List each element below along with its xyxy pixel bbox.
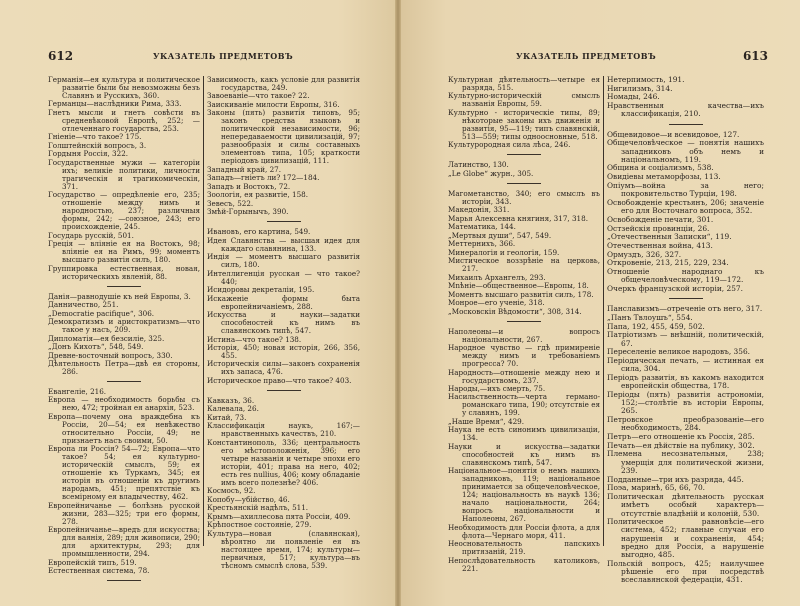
index-entry: Европейничанье — болѣзнь русской жизни, 283—325; три его формы, 278. [48, 500, 200, 526]
index-entry: Законы (пять) развитія типовъ, 95; законъ средства языковъ и политической независимости, 96; непередаваемости цивилизацій, 97; разнообразія и силы составныхъ элементовъ типа, 105; краткости періодовъ цивилизацій, 111. [207, 108, 360, 166]
index-entry: Наполеоны—и вопросъ національности, 267. [448, 326, 600, 344]
index-entry: Исторія, 450; новая исторія, 266, 356, 455. [207, 343, 360, 360]
index-entry: Наука не есть синонимъ цивилизаціи, 134. [448, 425, 600, 443]
index-entry: Историческія силы—законъ сохраненія ихъ запаса, 476. [207, 359, 360, 377]
index-entry: Папа, 192, 455, 459, 502. [607, 321, 705, 331]
index-entry: Откровеніе, 213, 215, 229, 234. [607, 258, 729, 268]
index-entry: Народное чувство — гдѣ примиреніе между нимъ и требованіемъ прогресса? 70. [448, 343, 600, 369]
section-divider [507, 183, 541, 184]
index-entry: Польскій вопросъ, 425; наилучшее рѣшеніе его при посредствѣ всеславянской федераціи, 431. [607, 558, 764, 585]
index-entry: Государственные мужи — категоріи ихъ; великіе политики, личности трагическія и трагикомическія, 371. [48, 157, 200, 191]
section-divider [669, 298, 703, 299]
column-rule [203, 76, 204, 546]
index-entry: Данничество, 251. [48, 300, 119, 310]
index-entry: Завоеваніе—что такое? 22. [207, 91, 310, 101]
index-entry: Mnѣніе—общественное—Европы, 18. [448, 281, 589, 291]
index-entry: Копобу—убійство, 46. [207, 494, 290, 504]
index-entry: Калевала, 26. [207, 404, 259, 414]
index-entry: Періоды (пять) развитія астрономіи, 152;—столѣтіе въ исторіи Европы, 265. [607, 389, 764, 416]
index-entry: „Наше Время“, 429. [448, 416, 525, 426]
index-entry: Подданные—три ихъ разряда, 445. [607, 474, 744, 484]
index-entry: Гордыня Россія, 322. [48, 149, 129, 159]
index-entry: Культуророднaя сила лѣса, 246. [448, 140, 571, 150]
index-entry: Европа ли Россія? 54—72; Европа—что такое? 54; ея культурно-историческій смыслъ, 59; ея отношеніе къ Туркамъ, 345; ея исторія въ отношеніи къ другимъ народамъ, 451; препятствіе къ всемірному ея владычеству, 462. [48, 444, 200, 502]
left-page [0, 0, 398, 606]
section-divider [267, 221, 301, 222]
index-entry: Необходимость для Россіи флота, а для флота—Чернаго моря, 411. [448, 522, 600, 540]
index-entry: Народность—отношеніе между нею и государствомъ, 237. [448, 367, 600, 385]
index-entry: Исидоровы декреталіи, 195. [207, 285, 315, 295]
index-entry: Интеллигенція русская — что такое? 440; [207, 268, 360, 286]
column-rule [603, 76, 604, 546]
index-entry: Германцы—наслѣдники Рима, 333. [48, 99, 182, 109]
page-number: 612 [48, 49, 74, 63]
index-entry: Нигилизмъ, 314. [607, 83, 673, 93]
index-entry: „Донъ Кихотъ“, 548, 549. [48, 342, 144, 352]
index-entry: Древне-восточный вопросъ, 330. [48, 350, 173, 360]
section-divider [669, 124, 703, 125]
index-entry: Латинство, 130. [448, 160, 509, 170]
index-entry: Зависимость, какъ условіе для развитія государства, 249. [207, 75, 360, 92]
index-entry: Западъ—гніетъ ли? 172—184. [207, 173, 320, 183]
index-entry: Европа—почему она враждебна къ Россіи, 20—54; ея невѣжество относительно Россіи, 49; не признаетъ насъ своими, 50. [48, 411, 200, 445]
index-entry: Остзейскія провинціи, 26. [607, 223, 710, 233]
index-entry: Космосъ, 92. [207, 486, 256, 496]
index-entry: Македонія, 331. [448, 205, 510, 215]
index-entry: Индія — моментъ высшаго развитія силъ, 180. [207, 252, 360, 270]
index-entry: Общевидовое—и всевидовое, 127. [607, 129, 740, 139]
index-entry: Зевесъ, 522. [207, 198, 254, 208]
index-entry: Кавказъ, 36. [207, 395, 255, 405]
index-entry: Голштейнскій вопросъ, 3. [48, 140, 147, 150]
page-number: 613 [742, 49, 768, 63]
section-divider [507, 321, 541, 322]
index-entry: Естественная система, 78. [48, 566, 150, 576]
index-entry: Идея Славянства — высшая идея для каждаго славянина, 133. [207, 235, 360, 253]
index-entry: Поэа, маринѣ, 65, 66, 70. [607, 483, 705, 493]
index-entry: Монрое—его ученіе, 318. [448, 298, 545, 308]
index-entry: Печать—ея дѣйствіе на публику, 302. [607, 440, 755, 450]
index-entry: Неосновательность папскихъ притязаній, 219. [448, 539, 600, 557]
index-entry: Общечеловѣческое — понятія нашихъ западниковъ объ немъ и національномъ, 119. [607, 138, 764, 164]
index-entry: Историческое право—что такое? 403. [207, 375, 352, 385]
index-entry: Номады, 246. [607, 92, 660, 102]
index-column [207, 76, 360, 570]
section-divider [107, 580, 141, 581]
index-entry: Науки и искусства—задатки способностей къ нимъ въ славянскомъ типѣ, 547. [448, 441, 600, 467]
index-entry: „Democratie pacifique“, 306. [48, 308, 155, 318]
index-entry: Нетерпимость, 191. [607, 75, 685, 84]
index-entry: Освобожденіе печати, 301. [607, 214, 714, 224]
index-entry: Насильственность—черта германо-романскаго типа, 190; отсутствіе ея у славянъ, 199. [448, 392, 600, 418]
section-divider [107, 381, 141, 382]
index-entry: Освобожденіе крестьянъ, 206; значеніе его для Восточнаго вопроса, 352. [607, 197, 764, 216]
index-entry: Культура—новая (славянская), вѣроятно ли появленіе ея въ настоящее время, 174; культуры—первичныя, 517; культура—въ тѣсномъ смыслѣ слова, 539. [207, 528, 360, 570]
index-entry: Заискиваніе милости Европы, 316. [207, 99, 340, 109]
index-entry: Дипломатія—ея безсиліе, 325. [48, 333, 165, 343]
index-column [607, 76, 764, 585]
index-entry: Ивановъ, его картина, 549. [207, 227, 311, 237]
index-entry: Крымъ—ахиллесова пята Россіи, 409. [207, 511, 351, 521]
index-entry: Отношеніе народнаго къ общечеловѣческому, 119—172. [607, 267, 764, 285]
index-entry: Магометанство, 340; его смыслъ въ исторіи, 343. [448, 188, 600, 206]
index-entry: „Панъ Твлоушъ“, 554. [607, 312, 693, 322]
index-column [448, 76, 600, 573]
index-entry: Очеркъ французской исторіи, 257. [607, 284, 743, 294]
index-entry: Нравственныя качества—ихъ классификація, 210. [607, 101, 764, 119]
running-title: УКАЗАТЕЛЬ ПРЕДМЕТОВЪ [153, 51, 294, 61]
index-entry: Меттернихъ, 366. [448, 239, 516, 249]
index-entry: Мистическое воззрѣніе на церковь, 217. [448, 256, 600, 274]
index-entry: Искаженіе формы быта европейничаніемъ, 288. [207, 293, 360, 311]
index-entry: Западный край, 27. [207, 164, 282, 174]
index-entry: Константинополь, 336; центральность его мѣстоположенія, 396; его четыре названія и четыре эпохи его исторіи, 401; права на него, 402; есть res nullius, 406; кому обладаніе имъ всего полезнѣе? 406. [207, 437, 360, 487]
index-entry: Гнетъ мысли и гнетъ совѣсти въ средневѣковой Европѣ, 252; — отлеченнаго государства, 253. [48, 107, 200, 133]
index-entry: „Отечественныя Записки“, 119. [607, 232, 732, 242]
index-entry: Михаилъ Архангелъ, 293. [448, 272, 546, 282]
section-divider [107, 286, 141, 287]
index-entry: Демократизмъ и аристократизмъ—что такое у насъ, 209. [48, 317, 200, 335]
index-entry: Петровское преобразованіе—его необходимость, 284. [607, 415, 764, 433]
section-divider [267, 390, 301, 391]
index-entry: Европейничанье—вредъ для искусства; для ваянія, 289; для живописи, 290; для архитектуры, 293; для промышленности, 294. [48, 525, 200, 559]
index-entry: Классификація наукъ, 167;—нравственныхъ качествъ, 210. [207, 421, 360, 439]
book-gutter [395, 0, 401, 606]
index-entry: Петръ—его отношеніе къ Россія, 285. [607, 432, 755, 442]
index-entry: Культурная дѣятельность—четыре ея разряда, 515. [448, 75, 600, 92]
section-divider [507, 154, 541, 155]
index-entry: Дѣятельность Петра—двѣ ея стороны, 286. [48, 358, 200, 376]
index-entry: Переселеніе великое народовъ, 356. [607, 347, 750, 357]
index-entry: Національное—понятія о немъ нашихъ западниковъ, 119; національное принимается за общечеловѣческое, 124; національность въ наукѣ 136; начало національности, 264; вопросъ національности и Наполеоны, 267. [448, 466, 600, 524]
index-entry: Непослѣдовательность католиковъ, 221. [448, 555, 600, 573]
index-entry: Европейскій типъ, 519. [48, 557, 137, 567]
index-entry: Періодъ развитія, въ какомъ находится европейскія общества, 178. [607, 373, 764, 391]
index-column [48, 76, 200, 587]
index-entry: Европа — необходимость борьбы съ нею, 472; тройная ея анархія, 523. [48, 395, 200, 413]
index-entry: Государство — опредѣленіе его, 235; отношеніе между нимъ и народностью, 237; различныя формы, 242; —союзное, 243; его происхожденіе, 245. [48, 190, 200, 232]
index-entry: Культурно-историческій смыслъ названія Европы, 59. [448, 91, 600, 109]
running-title: УКАЗАТЕЛЬ ПРЕДМЕТОВЪ [516, 51, 657, 61]
index-entry: Государь русскій, 501. [48, 230, 134, 240]
index-entry: Племена несознательныя, 238; умерщія для политической жизни, 239. [607, 449, 764, 475]
index-entry: Истина—что такое? 138. [207, 334, 302, 344]
index-entry: Періодическая печать, — истинная ея сила, 304. [607, 356, 764, 374]
index-entry: Патріотизмъ — внѣшній, политическій, 67. [607, 330, 764, 348]
index-entry: Политическое равновѣсіе—его система, 452; главные случаи его нарушенія и сохраненія, 454; вредно для Россія, а нарушеніе выгодно, 485. [607, 517, 764, 560]
index-entry: Культурно - историческіе типы, 89; нѣкоторые законы ихъ движенія и развитія, 95—119; типъ славянскій, 513—559; типы одноосновные, 518. [448, 107, 600, 141]
index-entry: Опіумъ—война за него; покровительство Турціи, 198. [607, 180, 764, 199]
index-entry: Народы,—ихъ смерть, 75. [448, 383, 546, 393]
index-entry: Данія—равнодушіе къ ней Европы, 3. [48, 291, 191, 301]
index-entry: Крестьянскій надѣлъ, 511. [207, 503, 309, 513]
index-entry: Китай, 73. [207, 412, 247, 422]
index-entry: Политическая дѣятельность русская имѣетъ особый характеръ—отсутствіе владѣній и колоній, 530. [607, 492, 764, 518]
index-entry: „Московскія Вѣдомости“, 308, 314. [448, 306, 582, 316]
index-entry: Евангеліе, 216. [48, 386, 107, 396]
index-entry: Община и соціализмъ, 538. [607, 163, 714, 173]
index-entry: Панславизмъ—отреченіе отъ него, 317. [607, 304, 763, 314]
index-entry: Отечественная война, 413. [607, 240, 713, 250]
index-entry: Зоологія, ея развитіе, 158. [207, 190, 309, 200]
index-entry: Западъ и Востокъ, 72. [207, 181, 291, 191]
index-entry: Марья Алексевна княгиня, 317, 318. [448, 213, 588, 223]
index-entry: Группировка естественная, новая, историческихъ явленій, 88. [48, 263, 200, 281]
index-entry: Германія—ея культура и политическое развитіе были бы невозможны безъ Славянъ и Русскихъ, 360. [48, 75, 200, 100]
index-entry: „Le Globe“ журн., 305. [448, 168, 534, 178]
right-page [398, 0, 800, 606]
index-entry: Искусства и науки—задатки способностей къ нимъ въ славянскомъ типѣ, 547. [207, 310, 360, 336]
index-entry: Моментъ высшаго развитія силъ, 178. [448, 289, 594, 299]
index-entry: Змѣй-Горынычъ, 390. [207, 207, 289, 217]
index-entry: Греція — вліяніе ея на Востокъ, 98; вліяніе ея на Римъ, 99; моментъ высшаго развитія силъ, 180. [48, 239, 200, 265]
index-entry: Овидіевы метаморфозы, 113. [607, 172, 721, 182]
index-entry: Математика, 144. [448, 222, 516, 232]
index-entry: Крѣпостное состояніе, 279. [207, 520, 312, 530]
index-entry: „Мертвыя души“, 547, 549. [448, 230, 552, 240]
index-entry: Минералогія и геологія, 159. [448, 247, 560, 257]
index-entry: Гніеніе—что такое? 175. [48, 132, 142, 142]
index-entry: Ормуздъ, 326, 327. [607, 249, 682, 259]
